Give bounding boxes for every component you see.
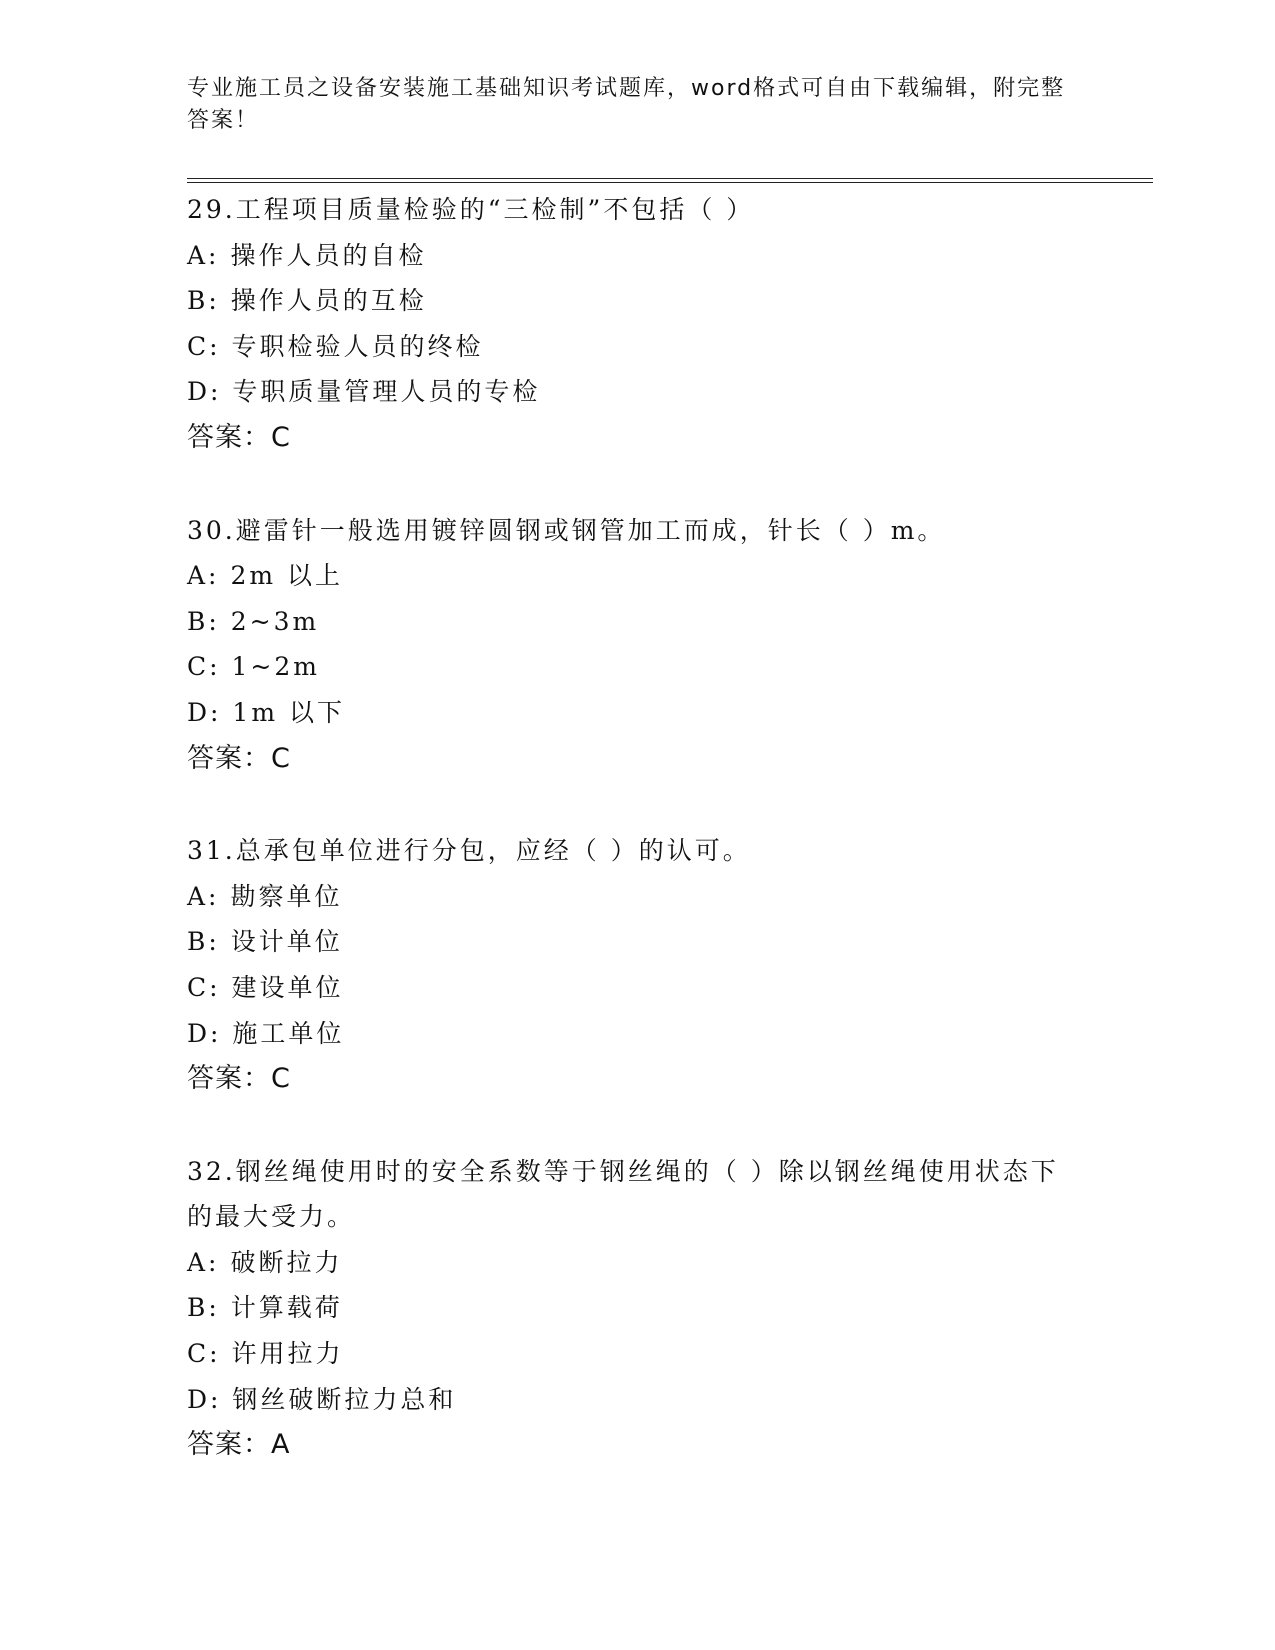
option-text: 1m 以下 bbox=[232, 697, 345, 727]
question-stem bbox=[187, 828, 1067, 874]
option-b bbox=[187, 278, 1067, 324]
option-a bbox=[187, 233, 1067, 279]
option-label: C: bbox=[187, 972, 221, 1002]
option-b bbox=[187, 1285, 1067, 1331]
option-d bbox=[187, 1377, 1067, 1423]
option-text: 勘察单位 bbox=[230, 881, 343, 911]
option-text: 操作人员的互检 bbox=[230, 286, 427, 316]
option-label: B: bbox=[187, 927, 220, 957]
option-d bbox=[187, 369, 1067, 415]
option-label: B: bbox=[187, 286, 220, 316]
option-c bbox=[187, 965, 1067, 1011]
question-number: 29. bbox=[187, 195, 236, 224]
option-label: A: bbox=[187, 1247, 220, 1277]
question-29 bbox=[187, 187, 1067, 461]
option-label: D: bbox=[187, 1018, 222, 1048]
option-label: C: bbox=[187, 331, 221, 361]
option-label: D: bbox=[187, 377, 222, 407]
option-a bbox=[187, 553, 1067, 599]
answer-text: 答案：C bbox=[187, 421, 291, 453]
document-header: 专业施工员之设备安装施工基础知识考试题库，word格式可自由下载编辑，附完整答案！ bbox=[187, 76, 1066, 133]
question-list bbox=[187, 187, 1067, 1515]
option-text: 专职检验人员的终检 bbox=[231, 331, 484, 361]
option-d bbox=[187, 690, 1067, 736]
option-text: 破断拉力 bbox=[230, 1247, 343, 1277]
option-text: 2~3m bbox=[230, 606, 320, 636]
option-b bbox=[187, 919, 1067, 965]
option-text: 施工单位 bbox=[232, 1018, 345, 1048]
answer-text: 答案：C bbox=[187, 1063, 291, 1095]
question-32 bbox=[187, 1149, 1067, 1468]
option-label: B: bbox=[187, 606, 220, 636]
option-text: 1~2m bbox=[231, 652, 320, 682]
option-text: 建设单位 bbox=[231, 972, 344, 1002]
answer-text: 答案：C bbox=[187, 742, 291, 774]
option-text: 设计单位 bbox=[230, 927, 343, 957]
question-text: 总承包单位进行分包，应经（ ）的认可。 bbox=[235, 836, 751, 866]
header-divider bbox=[187, 178, 1153, 183]
option-text: 操作人员的自检 bbox=[230, 240, 427, 270]
question-number: 32. bbox=[187, 1156, 236, 1186]
question-text: 避雷针一般选用镀锌圆钢或钢管加工而成，针长（ ）m。 bbox=[235, 515, 946, 545]
option-label: A: bbox=[187, 881, 220, 911]
question-text: 钢丝绳使用时的安全系数等于钢丝绳的（ ）除以钢丝绳使用状态下的最大受力。 bbox=[187, 1156, 1059, 1232]
question-30 bbox=[187, 508, 1067, 782]
option-c bbox=[187, 324, 1067, 370]
option-label: A: bbox=[187, 561, 220, 591]
option-a bbox=[187, 874, 1067, 920]
option-label: B: bbox=[187, 1293, 220, 1323]
option-label: C: bbox=[187, 1339, 221, 1369]
question-31 bbox=[187, 828, 1067, 1102]
option-b bbox=[187, 599, 1067, 645]
option-text: 2m 以上 bbox=[230, 561, 343, 591]
option-d bbox=[187, 1011, 1067, 1057]
option-a bbox=[187, 1240, 1067, 1286]
option-label: D: bbox=[187, 697, 222, 727]
option-label: C: bbox=[187, 652, 221, 682]
question-text: 工程项目质量检验的“三检制”不包括（ ） bbox=[235, 195, 755, 224]
option-label: A: bbox=[187, 240, 220, 270]
option-text: 计算载荷 bbox=[230, 1293, 343, 1323]
question-number: 31. bbox=[187, 836, 236, 866]
option-text: 钢丝破断拉力总和 bbox=[232, 1384, 457, 1414]
option-label: D: bbox=[187, 1384, 222, 1414]
option-c bbox=[187, 1331, 1067, 1377]
option-text: 专职质量管理人员的专检 bbox=[232, 377, 541, 407]
option-c bbox=[187, 644, 1067, 690]
answer-text: 答案：A bbox=[187, 1429, 291, 1461]
question-stem bbox=[187, 187, 1067, 233]
option-text: 许用拉力 bbox=[231, 1339, 344, 1369]
question-stem bbox=[187, 1149, 1067, 1240]
question-stem bbox=[187, 508, 1067, 554]
question-number: 30. bbox=[187, 515, 236, 545]
